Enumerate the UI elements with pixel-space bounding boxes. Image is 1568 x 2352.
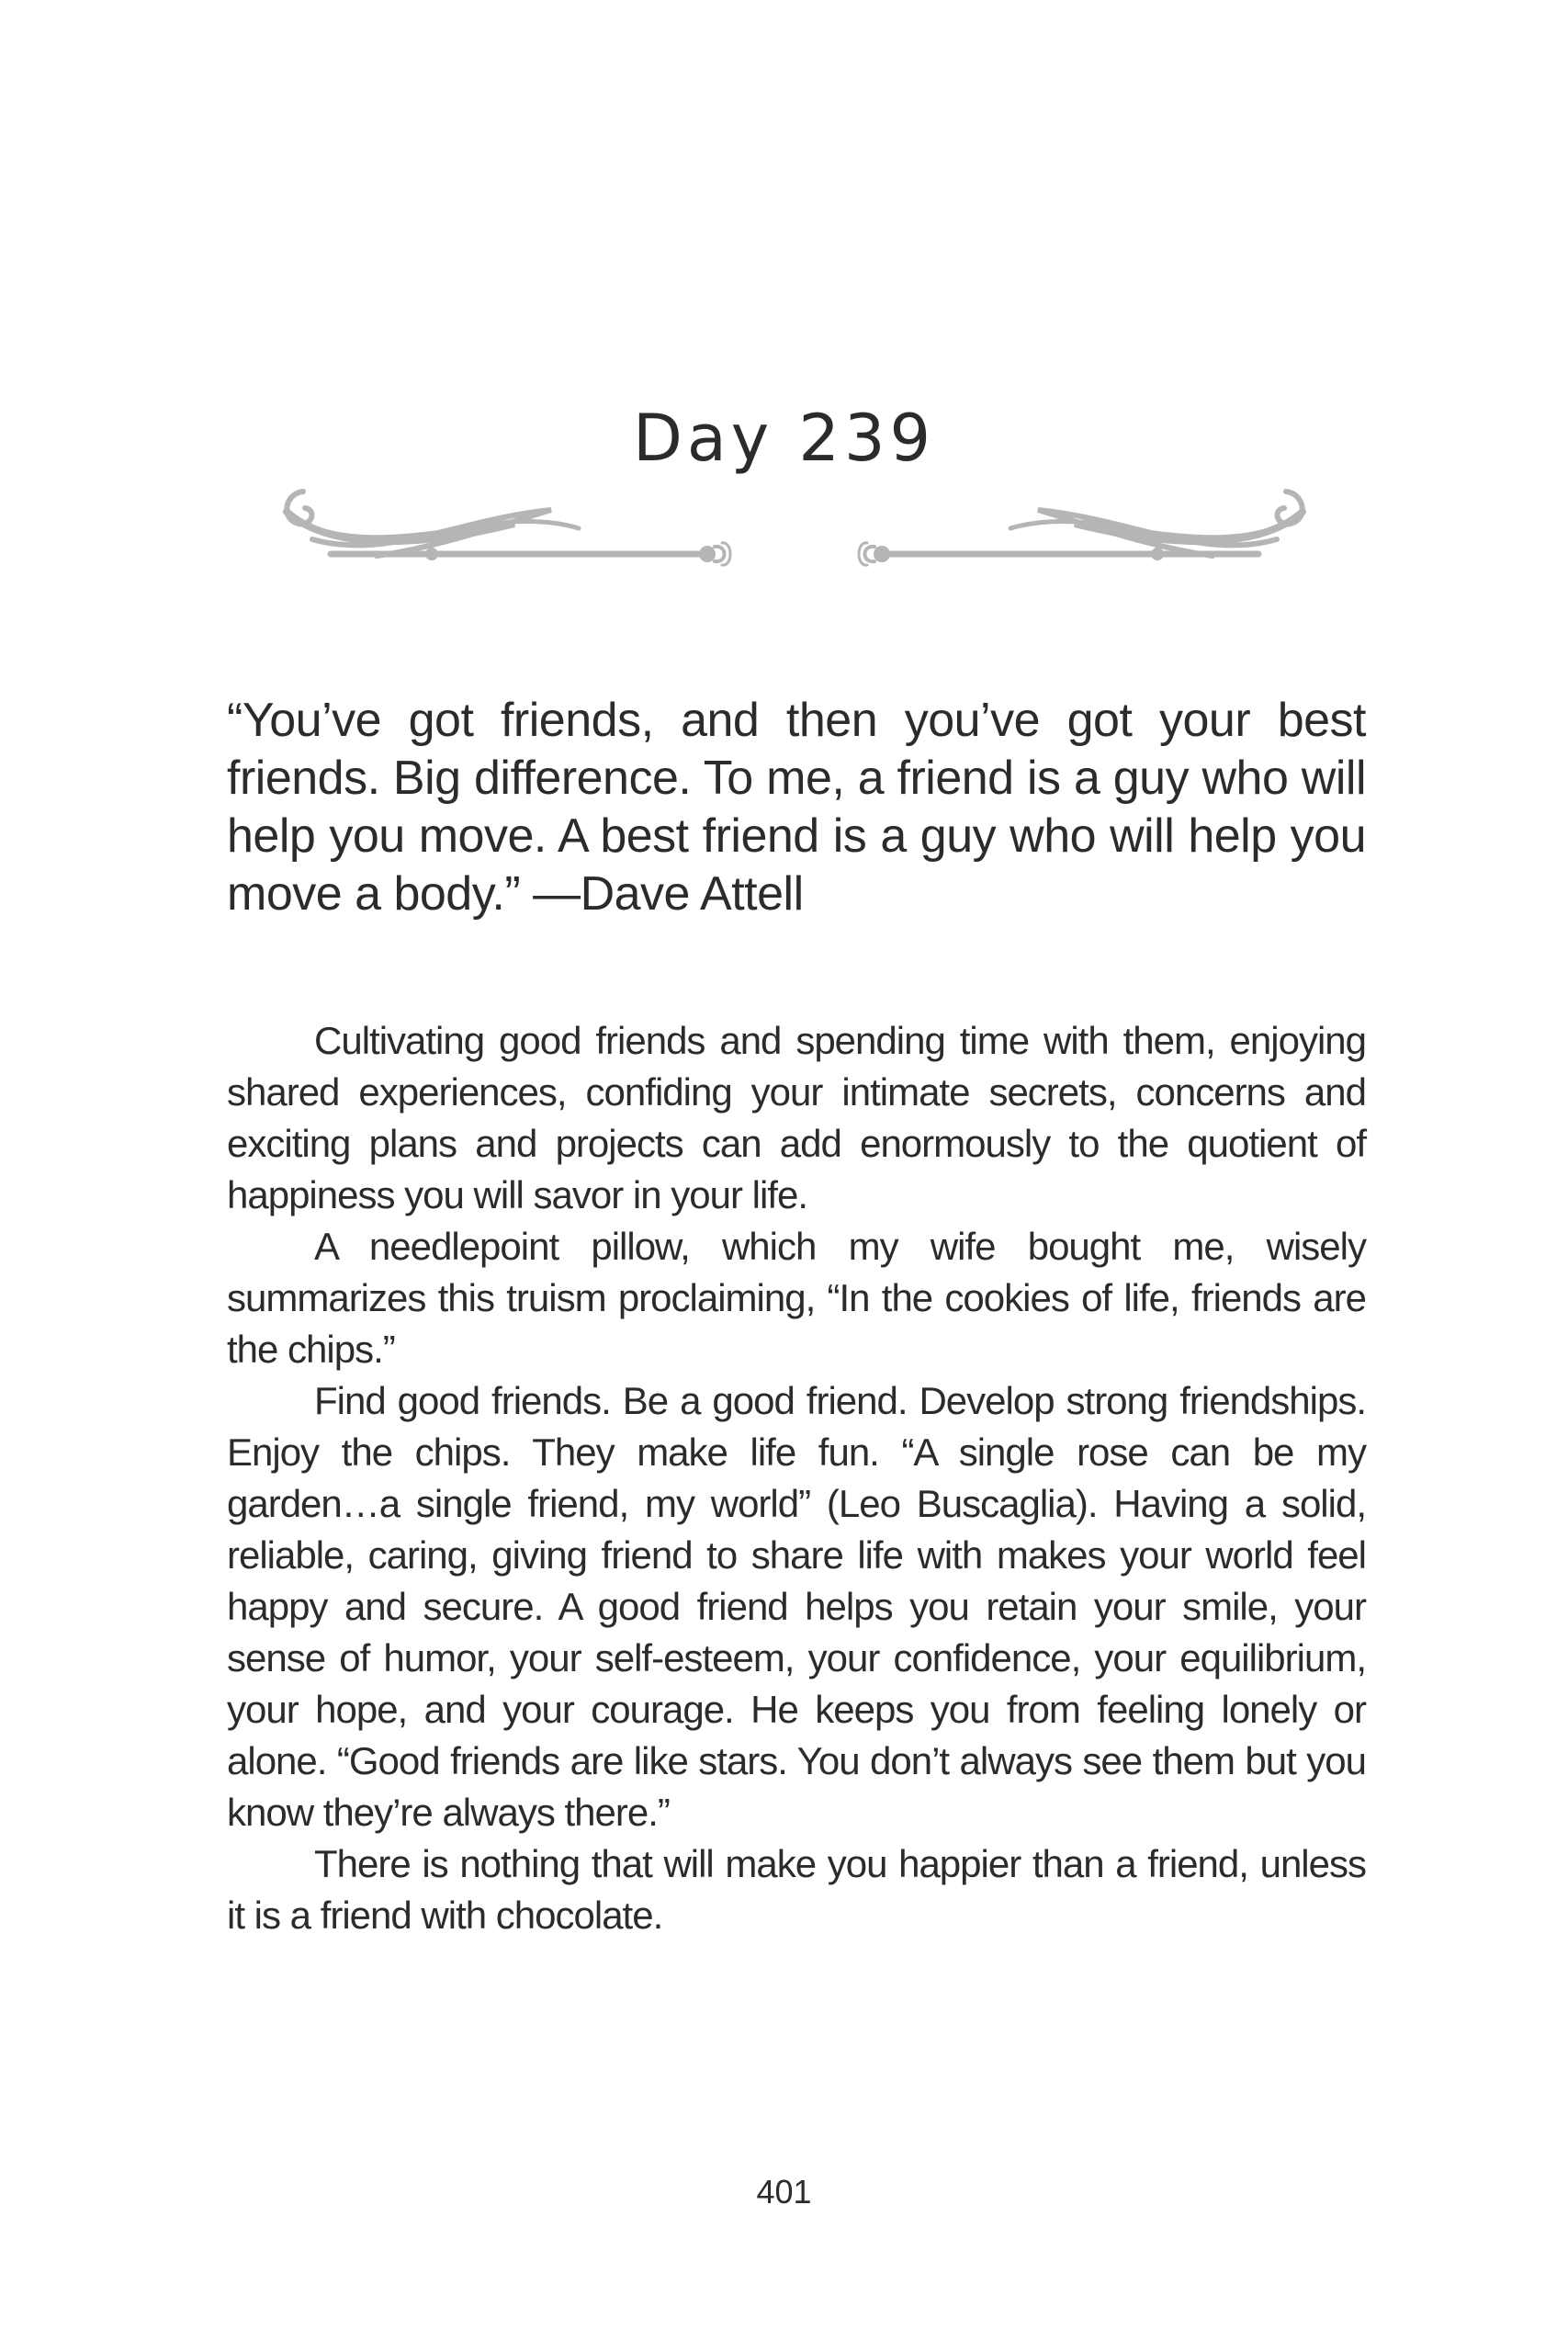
page-title: Day 239 [632,401,936,476]
left-flourish-icon [287,492,730,565]
page-number: 401 [756,2173,812,2211]
paragraph: Find good friends. Be a good friend. Develop strong friendships. Enjoy the chips. They make life fun. “A single rose can be my garden…a single friend, my world” (Leo Buscaglia). Having a solid, reliable, caring, giving friend to share life with makes your world feel happy and secure. A good friend helps you retain your smile, your sense of humor, your self-esteem, your confidence, your equilibrium, your hope, and your courage. He keeps you from feeling lonely or alone. “Good friends are like stars. You don’t always see them but you know they’re always there.” [227,1379,1366,1834]
paragraph: A needlepoint pillow, which my wife bought me, wisely summarizes this truism proclaiming, “In the cookies of life, friends are the chips.” [227,1225,1366,1371]
ornamental-divider-icon [276,482,1314,583]
paragraph: There is nothing that will make you happier than a friend, unless it is a friend with chocolate. [227,1842,1366,1937]
right-flourish-icon [859,492,1303,565]
epigraph-quote: “You’ve got friends, and then you’ve got your best friends. Big difference. To me, a friend is a guy who will help you move. A best friend is a guy who will help you move a body.” —Dave Attell [227,694,1366,921]
paragraph: Cultivating good friends and spending time with them, enjoying shared experiences, confiding your intimate secrets, concerns and exciting plans and projects can add enormously to the quotient of happiness you will savor in your life. [227,1019,1366,1216]
body-text [227,1015,1366,1941]
